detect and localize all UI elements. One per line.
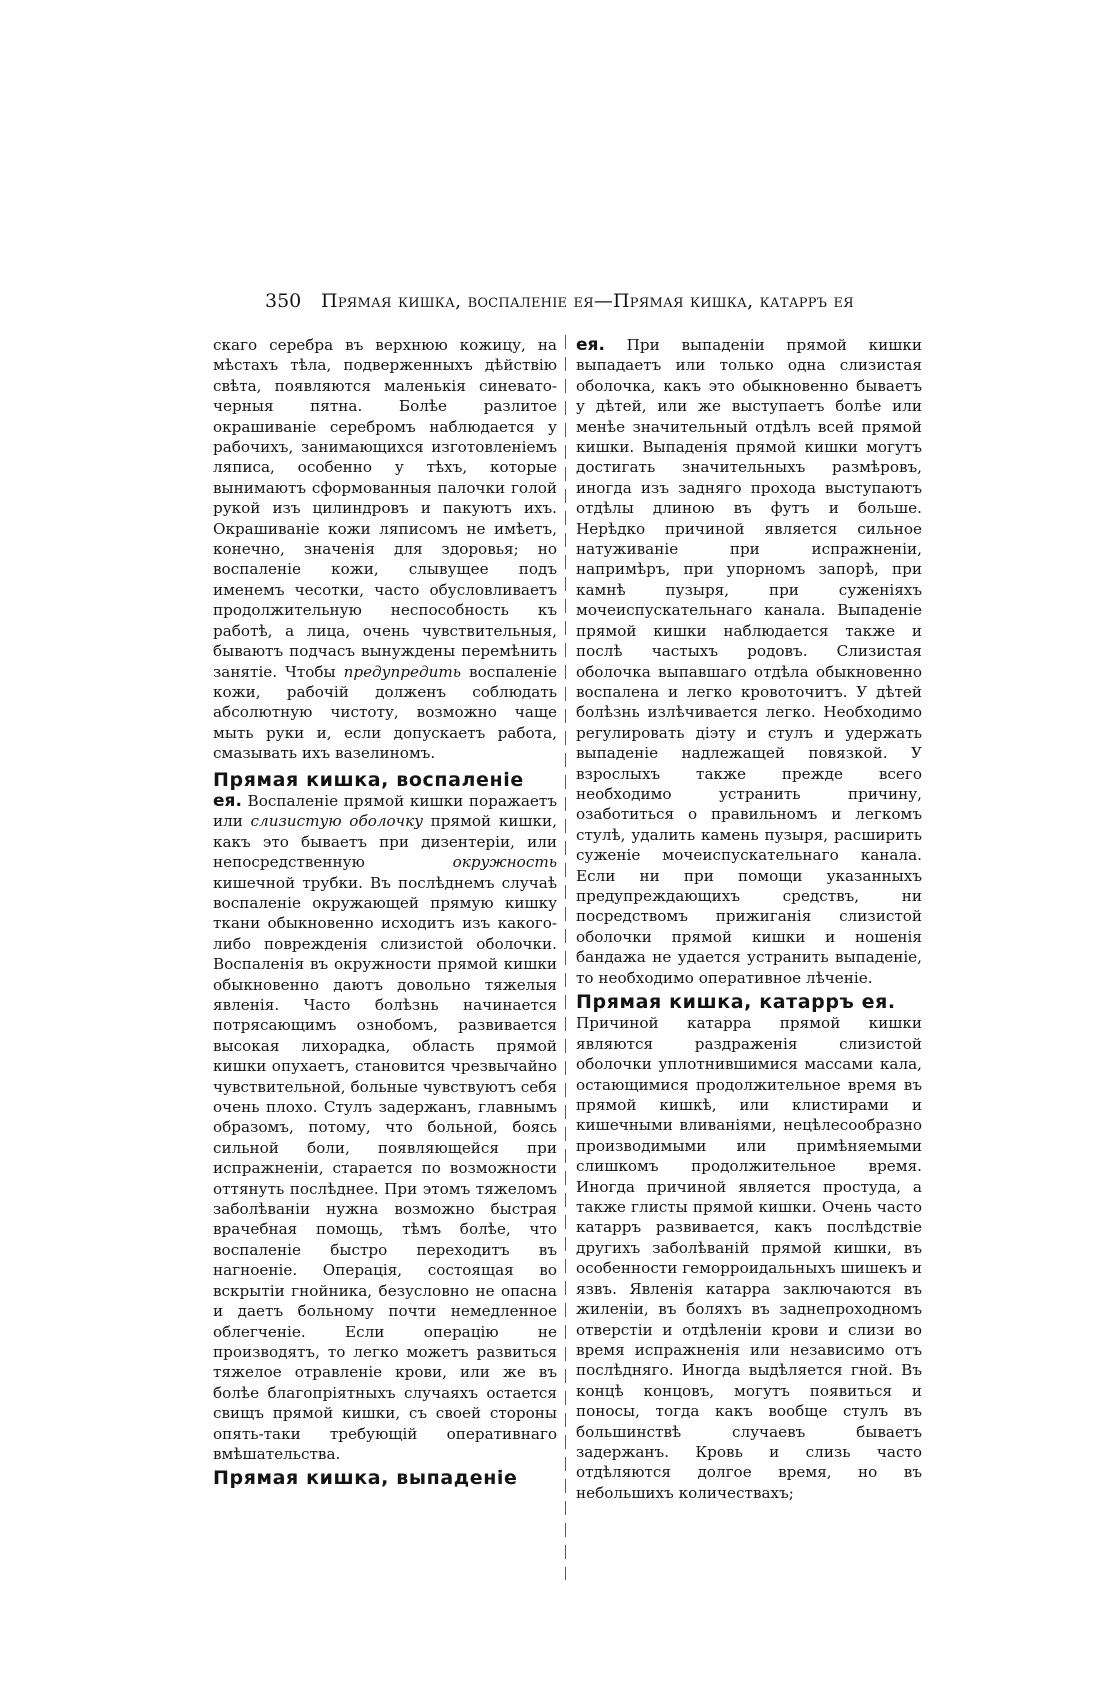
running-head [265,290,905,320]
text: воспаленіе кожи, рабочій долженъ соблюдать абсолютную чистоту, возможно чаще мыть руки и, если допускаетъ работа, смазывать ихъ вазелиномъ. [213,662,558,763]
paragraph [213,335,557,764]
column-divider [565,335,566,1580]
section-heading-inflammation-tail: ея. [213,790,242,811]
text: Причиной катарра прямой кишки являются раздраженія слизистой оболочки уплотнившимися массами кала, остающимися продолжительное время въ прямой кишкѣ, или клистирами и кишечными вливаніями, нецѣлесообразно производимыми или примѣняемыми слишкомъ продолжительное время. Иногда причиной является простуда, а также глисты прямой кишки. Очень часто катарръ развивается, какъ послѣдствіе другихъ заболѣваній прямой кишки, въ особенности геморроидальныхъ шишекъ и язвъ. Явленія катарра заключаются въ жиленіи, въ боляхъ въ заднепроходномъ отверстіи и отдѣленіи крови и слизи во время испражненія или независимо отъ послѣдняго. Иногда выдѣляется гной. Въ концѣ концовъ, могутъ появиться и поносы, тогда какъ вообще стулъ въ большинствѣ случаевъ бываетъ задержанъ. Кровь и слизь часто отдѣляются долгое время, но въ небольшихъ количествахъ; [576,1014,922,1502]
section-heading-catarrh: Прямая кишка, катарръ ея. [576,991,896,1013]
text: прямой кишки, какъ это бываетъ при дизентеріи, или непосредственную [213,812,557,872]
page-title: Прямая кишка, воспаленіе ея—Прямая кишка, катарръ ея [321,290,854,312]
right-column [576,335,922,1503]
left-column [213,335,557,1490]
paragraph [576,1013,922,1503]
page-number: 350 [265,290,302,312]
text: При выпаденіи прямой кишки выпадаетъ или только одна слизистая оболочка, какъ это обыкновенно бываетъ у дѣтей, или же выступаетъ болѣе или менѣе значительный отдѣлъ всей прямой кишки. Выпаденія прямой кишки могутъ достигать значительныхъ размѣровъ, иногда изъ задняго прохода выступаютъ отдѣлы длиною въ футъ и больше. Нерѣдко причиной является сильное натуживаніе при испражненіи, напримѣръ, при упорномъ запорѣ, при камнѣ пузыря, при суженіяхъ мочеиспускательнаго канала. Выпаденіе прямой кишки наблюдается также и послѣ частыхъ родовъ. Слизистая оболочка выпавшаго отдѣла обыкновенно воспалена и легко кровоточитъ. У дѣтей болѣзнь излѣчивается легко. Необходимо регулировать діэту и стулъ и удержать выпаденіе надлежащей повязкой. У взрослыхъ также прежде всего необходимо устранить причину, озаботиться о правильномъ и легкомъ стулѣ, удалить камень пузыря, расширить суженіе мочеиспускательнаго канала. Если ни при помощи указанныхъ предупреждающихъ средствъ, ни посредствомъ прижиганія слизистой оболочки прямой кишки и ношенія бандажа не удается устранить выпаденіе, то необходимо оперативное лѣченіе. [576,336,922,987]
paragraph [576,335,922,988]
italic-term: предупредить [343,662,462,681]
paragraph [213,770,557,1465]
italic-term: слизистую оболочку [250,812,424,831]
section-heading-prolapse-tail: ея. [576,335,605,355]
text: Воспаленіе прямой кишки поражаетъ или [213,791,557,831]
section-heading-inflammation: Прямая кишка, воспаленіе [213,768,524,791]
section-heading-prolapse: Прямая кишка, выпаденіе [213,1467,518,1490]
paragraph [213,1468,557,1489]
paragraph [576,992,922,1013]
text: кишечной трубки. Въ послѣднемъ случаѣ воспаленіе окружающей прямую кишку ткани обыкновенно исходитъ изъ какого-либо поврежденія слизистой оболочки. Воспаленія въ окружности прямой кишки обыкновенно даютъ довольно тяжелыя явленія. Часто болѣзнь начинается потрясающимъ ознобомъ, развивается высокая лихорадка, область прямой кишки опухаетъ, становится чрезвычайно чувствительной, больные чувствуютъ себя очень плохо. Стулъ задержанъ, главнымъ образомъ, потому, что больной, боясь сильной боли, появляющейся при испражненіи, старается по возможности оттянуть послѣднее. При этомъ тяжеломъ заболѣваніи нужна возможно быстрая врачебная помощь, тѣмъ болѣе, что воспаленіе быстро переходитъ въ нагноеніе. Операція, состоящая во вскрытіи гнойника, безусловно не опасна и даетъ больному почти немедленное облегченіе. Если операцію не производятъ, то легко можетъ развиться тяжелое отравленіе крови, или же въ болѣе благопріятныхъ случаяхъ остается свищъ прямой кишки, съ своей стороны опять-таки требующій оперативнаго вмѣшательства. [213,873,557,1463]
italic-term: окружность [452,853,557,872]
text: скаго серебра въ верхнюю кожицу, на мѣстахъ тѣла, подверженныхъ дѣйствію свѣта, появляются маленькія синевато-черныя пятна. Болѣе разлитое окрашиваніе серебромъ наблюдается у рабочихъ, занимающихся изготовленіемъ ляписа, особенно у тѣхъ, которые вынимаютъ сформованныя палочки голой рукой изъ цилиндровъ и пакуютъ ихъ. Окрашиваніе кожи ляписомъ не имѣетъ, конечно, значенія для здоровья; но воспаленіе кожи, слывущее подъ именемъ чесотки, часто обусловливаетъ продолжительную неспособность къ работѣ, а лица, очень чувствительныя, бываютъ подчасъ вынуждены перемѣнить занятіе. Чтобы [213,336,557,681]
